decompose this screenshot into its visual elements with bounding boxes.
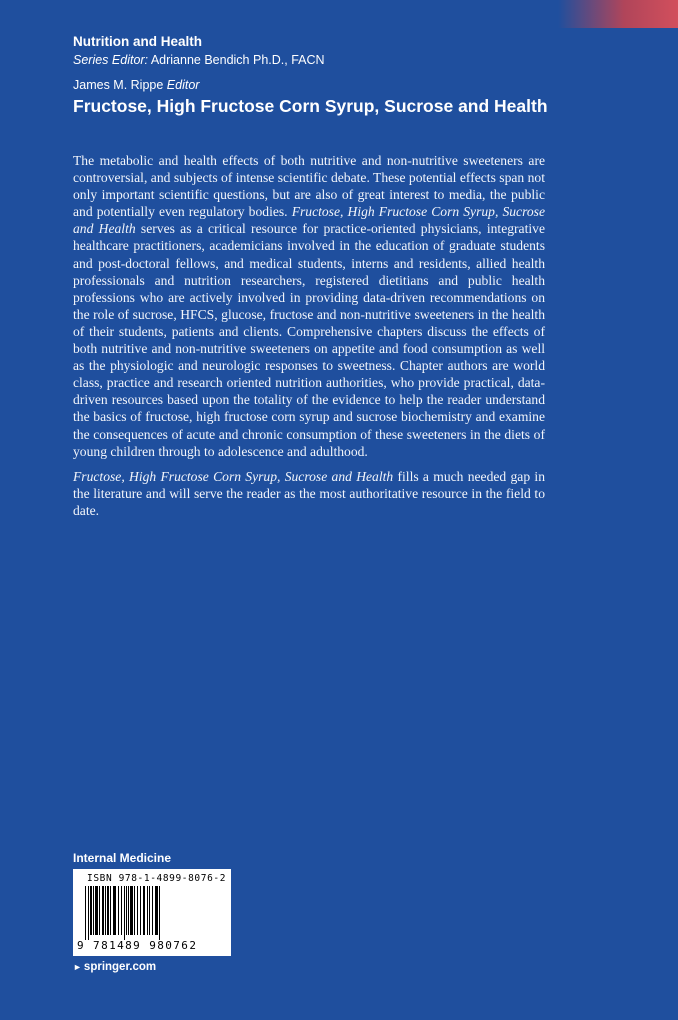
description-p1-intro: The metabolic and health effects of both nutritive and non-nutritive sweeteners are controversial, and subjects of intense scientific debate. These potential effects span not only important scientific questions, but are also of great interest to media, the public and potentially even regulatory bodies. [73, 153, 545, 220]
publisher-url: springer.com [83, 961, 157, 973]
corner-accent-stripe [558, 0, 678, 28]
description-paragraph-2 [73, 468, 545, 519]
barcode-bar [88, 886, 89, 940]
barcode-bar [113, 886, 116, 935]
book-editor-name: James M. Rippe [73, 78, 164, 92]
barcode-bar [121, 886, 122, 935]
barcode-bar [152, 886, 153, 935]
book-title: Fructose, High Fructose Corn Syrup, Sucrose and Health [73, 96, 548, 116]
series-editor-label: Series Editor: [73, 53, 149, 67]
subject-category: Internal Medicine [73, 851, 172, 865]
publisher-link[interactable] [73, 961, 156, 973]
barcode-bar [85, 886, 86, 940]
series-title: Nutrition and Health [73, 34, 202, 49]
barcode-bar [99, 886, 100, 935]
barcode-bar [130, 886, 133, 935]
book-description [73, 152, 545, 527]
barcode-bar [149, 886, 150, 935]
barcode-digits: 9 781489 980762 [77, 939, 198, 952]
description-p2-body: fills a much needed gap in the literature and will serve the reader as the most authoritative resource in the field to date. [73, 468, 545, 518]
barcode-bar [93, 886, 94, 935]
barcode-bar [134, 886, 135, 935]
barcode-bar [118, 886, 119, 935]
barcode-bars [83, 886, 221, 940]
book-editor [73, 76, 633, 94]
description-paragraph-1 [73, 152, 545, 460]
book-editor-label: Editor [166, 78, 200, 92]
isbn-text: ISBN 978-1-4899-8076-2 [87, 873, 227, 884]
description-p1-title: Fructose, High Fructose Corn Syrup, Sucrose and Health [73, 204, 545, 237]
barcode-bar [159, 886, 160, 940]
arrow-icon: ► [73, 962, 82, 972]
cover-header [73, 33, 633, 117]
description-p2-title: Fructose, High Fructose Corn Syrup, Sucrose and Health [73, 468, 394, 484]
isbn-barcode [73, 869, 231, 956]
barcode-bar [110, 886, 111, 935]
barcode-bar [105, 886, 106, 935]
barcode-bar [95, 886, 98, 935]
description-p1-body: serves as a critical resource for practice-oriented physicians, integrative healthcare practitioners, academicians involved in the education of graduate students and post-doctoral fellows, and medical students, interns and residents, allied health professionals and nutrition researchers, registered dietitians and public health professions who are actively involved in providing data-driven recommendations on the role of sucrose, HFCS, glucose, fructose and non-nutritive sweeteners in the health of their students, patients and clients. Comprehensive chapters discuss the effects of both nutritive and non-nutritive sweeteners on appetite and food consumption as well as the physiologic and neurologic responses to sweetness. Chapter authors are world class, practice and research oriented nutrition authorities, who provide practical, data-driven resources based upon the totality of the evidence to help the reader understand the basics of fructose, high fructose corn syrup and sucrose biochemistry and examine the consequences of acute and chronic consumption of these sweeteners in the diets of young children through to adolescence and adulthood. [73, 221, 545, 459]
barcode-bar [102, 886, 104, 935]
barcode-bar [107, 886, 109, 935]
barcode-bar [155, 886, 158, 935]
series-editor [73, 51, 633, 70]
barcode-bar [140, 886, 141, 935]
barcode-bar [126, 886, 127, 935]
barcode-bar [124, 886, 125, 940]
barcode-bar [147, 886, 148, 935]
barcode-bar [90, 886, 92, 935]
barcode-bar [128, 886, 129, 935]
series-editor-name: Adrianne Bendich Ph.D., FACN [150, 53, 325, 67]
barcode-bar [143, 886, 145, 935]
barcode-bar [137, 886, 138, 935]
